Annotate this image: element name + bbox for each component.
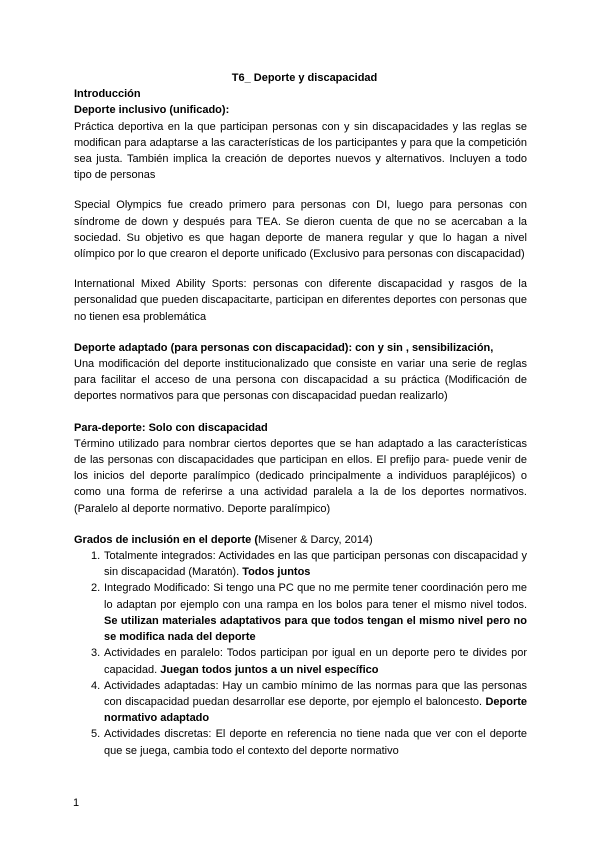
list-item-number: 2. <box>91 582 101 595</box>
list-item-bold: Se utilizan materiales adaptativos para que todos tengan el mismo nivel pero no se modifica nada del deporte <box>104 614 527 644</box>
inclusivo-paragraph-2: Special Olympics fue creado primero para personas con DI, luego para personas con síndrome de down y después para TEA. Se dieron cuenta de que no se acercaban a la sociedad. Su objetivo es que hagan deporte de manera regular y que lo hagan a nivel olímpico por lo que crearon el deporte unificado (Exclusivo para personas con discapacidad) <box>74 199 527 261</box>
list-item-text: Totalmente integrados: Actividades en las que participan personas con discapacidad y sin discapacidad (Maratón). <box>104 550 527 579</box>
list-item-text: Actividades adaptadas: Hay un cambio mínimo de las normas para que las personas con discapacidad puedan desarrollar ese deporte, por ejemplo el baloncesto. <box>104 679 527 708</box>
list-item-bold: Todos juntos <box>242 566 311 579</box>
intro-heading: Introducción <box>74 88 141 101</box>
list-item-text: Actividades en paralelo: Todos participan por igual en un deporte pero te divides por capacidad. <box>104 647 527 676</box>
grados-heading-citation: Misener & Darcy, 2014) <box>257 533 373 546</box>
list-item <box>74 548 527 580</box>
list-item-number: 1. <box>91 550 101 563</box>
list-item <box>74 678 527 727</box>
inclusivo-paragraph-1: Práctica deportiva en la que participan personas con y sin discapacidades y las reglas se modifican para adaptarse a las características de los participantes y para que la competición sea justa. También implica la creación de deportes nuevos y alternativos. Incluyen a todo tipo de personas <box>74 120 527 182</box>
list-item-text: Actividades discretas: El deporte en referencia no tiene nada que ver con el deporte que se juega, cambia todo el contexto del deporte normativo <box>104 728 527 757</box>
list-item-bold: Deporte normativo adaptado <box>104 695 527 725</box>
page-number: 1 <box>73 797 80 809</box>
adaptado-paragraph: Una modificación del deporte institucionalizado que consiste en variar una serie de reglas para facilitar el acceso de una persona con discapacidad a su práctica (Modificación de deportes normativos para que personas con discapacidad puedan realizarlo) <box>74 358 527 403</box>
grados-heading <box>74 532 527 548</box>
list-item-number: 5. <box>91 728 101 741</box>
paradeporte-heading: Para-deporte: Solo con discapacidad <box>74 421 268 434</box>
grados-list <box>74 548 527 759</box>
list-item-number: 4. <box>91 679 101 692</box>
inclusivo-heading: Deporte inclusivo (unificado): <box>74 104 230 117</box>
list-item <box>74 726 527 758</box>
list-item <box>74 580 527 645</box>
page-content <box>74 70 527 759</box>
list-item-text: Integrado Modificado: Si tengo una PC que no me permite tener coordinación pero me lo adaptan por ejemplo con una rampa en los bolos para tener el mismo nivel todos. <box>104 582 527 611</box>
paradeporte-paragraph: Término utilizado para nombrar ciertos deportes que se han adaptado a las características de las personas con discapacidades que participan en ellos. El prefijo para- puede venir de los inicios del deporte paralímpico (dedicado principalmente a individuos parapléjicos) o como una forma de referirse a una actividad paralela a la de los deportes normativos. (Paralelo al deporte normativo. Deporte paralímpico) <box>74 437 527 515</box>
grados-heading-bold: Grados de inclusión en el deporte ( <box>74 533 258 546</box>
list-item-number: 3. <box>91 647 101 660</box>
document-title: T6_ Deporte y discapacidad <box>231 72 378 84</box>
list-item <box>74 645 527 677</box>
list-item-bold: Juegan todos juntos a un nivel específico <box>160 663 379 676</box>
adaptado-heading: Deporte adaptado (para personas con discapacidad): con y sin , sensibilización, <box>74 341 494 354</box>
inclusivo-paragraph-3: International Mixed Ability Sports: personas con diferente discapacidad y rasgos de la personalidad que pueden discapacitarte, participan en diferentes deportes con personas que no tienen esa problemática <box>74 278 527 323</box>
